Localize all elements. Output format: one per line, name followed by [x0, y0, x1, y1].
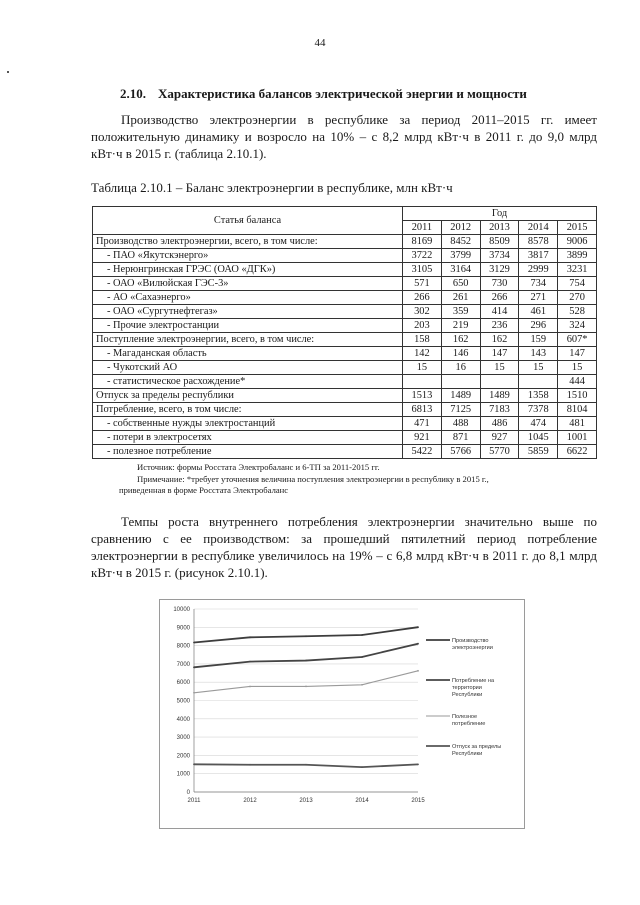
data-point — [417, 670, 419, 672]
cell-value: 1510 — [558, 389, 597, 403]
cell-value: 5422 — [403, 445, 442, 459]
table-row — [93, 375, 597, 389]
y-tick-label: 6000 — [176, 680, 190, 687]
y-tick-label: 5000 — [176, 698, 190, 705]
year-header-2014: 2014 — [519, 221, 558, 235]
cell-value: 444 — [558, 375, 597, 389]
page-number: 44 — [314, 37, 326, 49]
cell-value: 270 — [558, 291, 597, 305]
cell-value: 871 — [441, 431, 480, 445]
cell-value: 146 — [441, 347, 480, 361]
data-point — [249, 764, 251, 766]
table-header-year-group: Год — [403, 207, 597, 221]
x-tick-label: 2013 — [299, 798, 313, 804]
cell-value: 486 — [480, 417, 519, 431]
cell-value: 734 — [519, 277, 558, 291]
table-row — [93, 249, 597, 263]
x-tick-label: 2015 — [411, 798, 425, 804]
cell-value: 15 — [403, 361, 442, 375]
data-point — [249, 661, 251, 663]
row-label: - ОАО «Сургутнефтегаз» — [93, 305, 403, 319]
cell-value: 5859 — [519, 445, 558, 459]
legend-label: Полезное — [452, 714, 478, 720]
data-point — [361, 634, 363, 636]
legend-label: Республики — [452, 751, 483, 757]
y-tick-label: 2000 — [176, 753, 190, 760]
data-point — [193, 692, 195, 694]
section-title: Характеристика балансов электрической энергии и мощности — [158, 86, 527, 101]
cell-value: 266 — [403, 291, 442, 305]
data-point — [361, 766, 363, 768]
year-header-2012: 2012 — [441, 221, 480, 235]
data-point — [305, 660, 307, 662]
table-row — [93, 277, 597, 291]
series-line — [194, 671, 418, 693]
cell-value: 162 — [441, 333, 480, 347]
year-header-2011: 2011 — [403, 221, 442, 235]
x-tick-label: 2014 — [355, 798, 369, 804]
cell-value: 474 — [519, 417, 558, 431]
row-label: Производство электроэнергии, всего, в том числе: — [93, 235, 403, 249]
cell-value: 6622 — [558, 445, 597, 459]
data-point — [305, 764, 307, 766]
row-label: - полезное потребление — [93, 445, 403, 459]
data-point — [193, 642, 195, 644]
cell-value: 9006 — [558, 235, 597, 249]
cell-value — [403, 375, 442, 389]
data-point — [193, 666, 195, 668]
legend-label: территории — [452, 685, 482, 691]
section-heading — [120, 86, 527, 102]
cell-value: 8104 — [558, 403, 597, 417]
table-row — [93, 235, 597, 249]
legend-label: электроэнергии — [452, 645, 493, 651]
cell-value: 481 — [558, 417, 597, 431]
data-point — [417, 763, 419, 765]
cell-value: 5770 — [480, 445, 519, 459]
cell-value: 488 — [441, 417, 480, 431]
table-source: Источник: формы Росстата Электробаланс и 6-ТП за 2011-2015 гг. — [137, 462, 380, 472]
cell-value: 3799 — [441, 249, 480, 263]
intro-paragraph: Производство электроэнергии в республике за период 2011–2015 гг. имеет положительную динамику и возросло на 10% – с 8,2 млрд кВт·ч в 2011 г. до 9,0 млрд кВт·ч в 2015 г. (таблица 2.10.1). — [91, 112, 597, 161]
balance-table — [92, 206, 597, 459]
table-note-line2: приведенная в форме Росстата Электробаланс — [119, 485, 289, 495]
cell-value: 159 — [519, 333, 558, 347]
row-label: - Магаданская область — [93, 347, 403, 361]
cell-value: 1358 — [519, 389, 558, 403]
y-tick-label: 8000 — [176, 643, 190, 650]
cell-value — [441, 375, 480, 389]
y-tick-label: 1000 — [176, 771, 190, 778]
legend-label: Республики — [452, 692, 483, 698]
cell-value: 158 — [403, 333, 442, 347]
cell-value: 7183 — [480, 403, 519, 417]
data-point — [361, 684, 363, 686]
year-header-2013: 2013 — [480, 221, 519, 235]
data-point — [417, 626, 419, 628]
cell-value: 8578 — [519, 235, 558, 249]
legend-label: Отпуск за пределы — [452, 744, 502, 750]
cell-value: 3105 — [403, 263, 442, 277]
cell-value: 1045 — [519, 431, 558, 445]
row-label: Поступление электроэнергии, всего, в том числе: — [93, 333, 403, 347]
cell-value: 730 — [480, 277, 519, 291]
row-label: - АО «Сахаэнерго» — [93, 291, 403, 305]
legend-label: Потребление на — [452, 678, 495, 684]
data-point — [305, 686, 307, 688]
cell-value: 921 — [403, 431, 442, 445]
row-label: Потребление, всего, в том числе: — [93, 403, 403, 417]
table-row — [93, 319, 597, 333]
y-tick-label: 4000 — [176, 716, 190, 723]
cell-value: 3734 — [480, 249, 519, 263]
cell-value: 1489 — [441, 389, 480, 403]
cell-value: 927 — [480, 431, 519, 445]
y-tick-label: 7000 — [176, 661, 190, 668]
cell-value: 162 — [480, 333, 519, 347]
row-label: - Нерюнгринская ГРЭС (ОАО «ДГК») — [93, 263, 403, 277]
cell-value — [519, 375, 558, 389]
row-label: - Прочие электростанции — [93, 319, 403, 333]
row-label: - ПАО «Якутскэнерго» — [93, 249, 403, 263]
cell-value: 7378 — [519, 403, 558, 417]
data-point — [305, 635, 307, 637]
row-label: - потери в электросетях — [93, 431, 403, 445]
cell-value: 8452 — [441, 235, 480, 249]
cell-value: 236 — [480, 319, 519, 333]
cell-value: 471 — [403, 417, 442, 431]
cell-value: 266 — [480, 291, 519, 305]
row-label: - собственные нужды электростанций — [93, 417, 403, 431]
y-tick-label: 0 — [186, 790, 190, 796]
data-point — [417, 643, 419, 645]
consumption-paragraph: Темпы роста внутреннего потребления электроэнергии значительно выше по сравнению с ее производством: за прошедший пятилетний период потребление электроэнергии в республике увеличилось на 19% – с 6,8 млрд кВт·ч в 2011 г. до 8,1 млрд кВт·ч в 2015 г. (рисунок 2.10.1). — [91, 514, 597, 580]
row-label: Отпуск за пределы республики — [93, 389, 403, 403]
y-tick-label: 3000 — [176, 735, 190, 742]
chart-svg — [160, 600, 524, 828]
legend-label: Производство — [452, 638, 489, 644]
row-label: - ОАО «Вилюйская ГЭС-3» — [93, 277, 403, 291]
data-point — [249, 636, 251, 638]
cell-value: 650 — [441, 277, 480, 291]
cell-value: 5766 — [441, 445, 480, 459]
cell-value: 3231 — [558, 263, 597, 277]
cell-value: 296 — [519, 319, 558, 333]
cell-value: 571 — [403, 277, 442, 291]
cell-value: 261 — [441, 291, 480, 305]
cell-value: 16 — [441, 361, 480, 375]
table-row — [93, 263, 597, 277]
cell-value: 3722 — [403, 249, 442, 263]
legend-label: потребление — [452, 721, 486, 727]
scan-speck — [7, 71, 9, 73]
table-row — [93, 431, 597, 445]
row-label: - Чукотский АО — [93, 361, 403, 375]
cell-value: 1489 — [480, 389, 519, 403]
cell-value: 1513 — [403, 389, 442, 403]
cell-value: 607* — [558, 333, 597, 347]
cell-value: 142 — [403, 347, 442, 361]
y-tick-label: 9000 — [176, 625, 190, 632]
cell-value: 8169 — [403, 235, 442, 249]
table-row — [93, 347, 597, 361]
cell-value: 203 — [403, 319, 442, 333]
table-row — [93, 403, 597, 417]
cell-value: 6813 — [403, 403, 442, 417]
y-tick-label: 10000 — [173, 607, 190, 613]
cell-value: 528 — [558, 305, 597, 319]
section-number: 2.10. — [120, 86, 146, 101]
table-note — [119, 474, 584, 496]
year-header-2015: 2015 — [558, 221, 597, 235]
table-row — [93, 333, 597, 347]
cell-value: 302 — [403, 305, 442, 319]
cell-value: 3899 — [558, 249, 597, 263]
cell-value: 359 — [441, 305, 480, 319]
table-note-line1: Примечание: *требует уточнения величина поступления электроэнергии в республику в 2015 г., — [137, 474, 489, 484]
x-tick-label: 2012 — [243, 798, 257, 804]
cell-value: 143 — [519, 347, 558, 361]
table-row — [93, 305, 597, 319]
data-point — [193, 763, 195, 765]
cell-value: 147 — [558, 347, 597, 361]
cell-value: 2999 — [519, 263, 558, 277]
cell-value: 461 — [519, 305, 558, 319]
cell-value: 324 — [558, 319, 597, 333]
row-label: - статистическое расхождение* — [93, 375, 403, 389]
table-header-item: Статья баланса — [93, 207, 403, 235]
line-chart — [159, 599, 525, 829]
table-caption: Таблица 2.10.1 – Баланс электроэнергии в республике, млн кВт·ч — [91, 180, 453, 195]
cell-value: 15 — [519, 361, 558, 375]
table-row — [93, 291, 597, 305]
data-point — [249, 686, 251, 688]
table-body — [93, 235, 597, 459]
data-point — [361, 656, 363, 658]
cell-value: 219 — [441, 319, 480, 333]
cell-value: 754 — [558, 277, 597, 291]
cell-value: 147 — [480, 347, 519, 361]
cell-value: 271 — [519, 291, 558, 305]
cell-value: 3164 — [441, 263, 480, 277]
cell-value — [480, 375, 519, 389]
cell-value: 15 — [558, 361, 597, 375]
cell-value: 15 — [480, 361, 519, 375]
series-line — [194, 627, 418, 642]
cell-value: 1001 — [558, 431, 597, 445]
cell-value: 8509 — [480, 235, 519, 249]
table-row — [93, 389, 597, 403]
x-tick-label: 2011 — [187, 798, 201, 804]
cell-value: 3817 — [519, 249, 558, 263]
table-row — [93, 417, 597, 431]
table-row — [93, 361, 597, 375]
table-row — [93, 445, 597, 459]
cell-value: 414 — [480, 305, 519, 319]
cell-value: 7125 — [441, 403, 480, 417]
cell-value: 3129 — [480, 263, 519, 277]
